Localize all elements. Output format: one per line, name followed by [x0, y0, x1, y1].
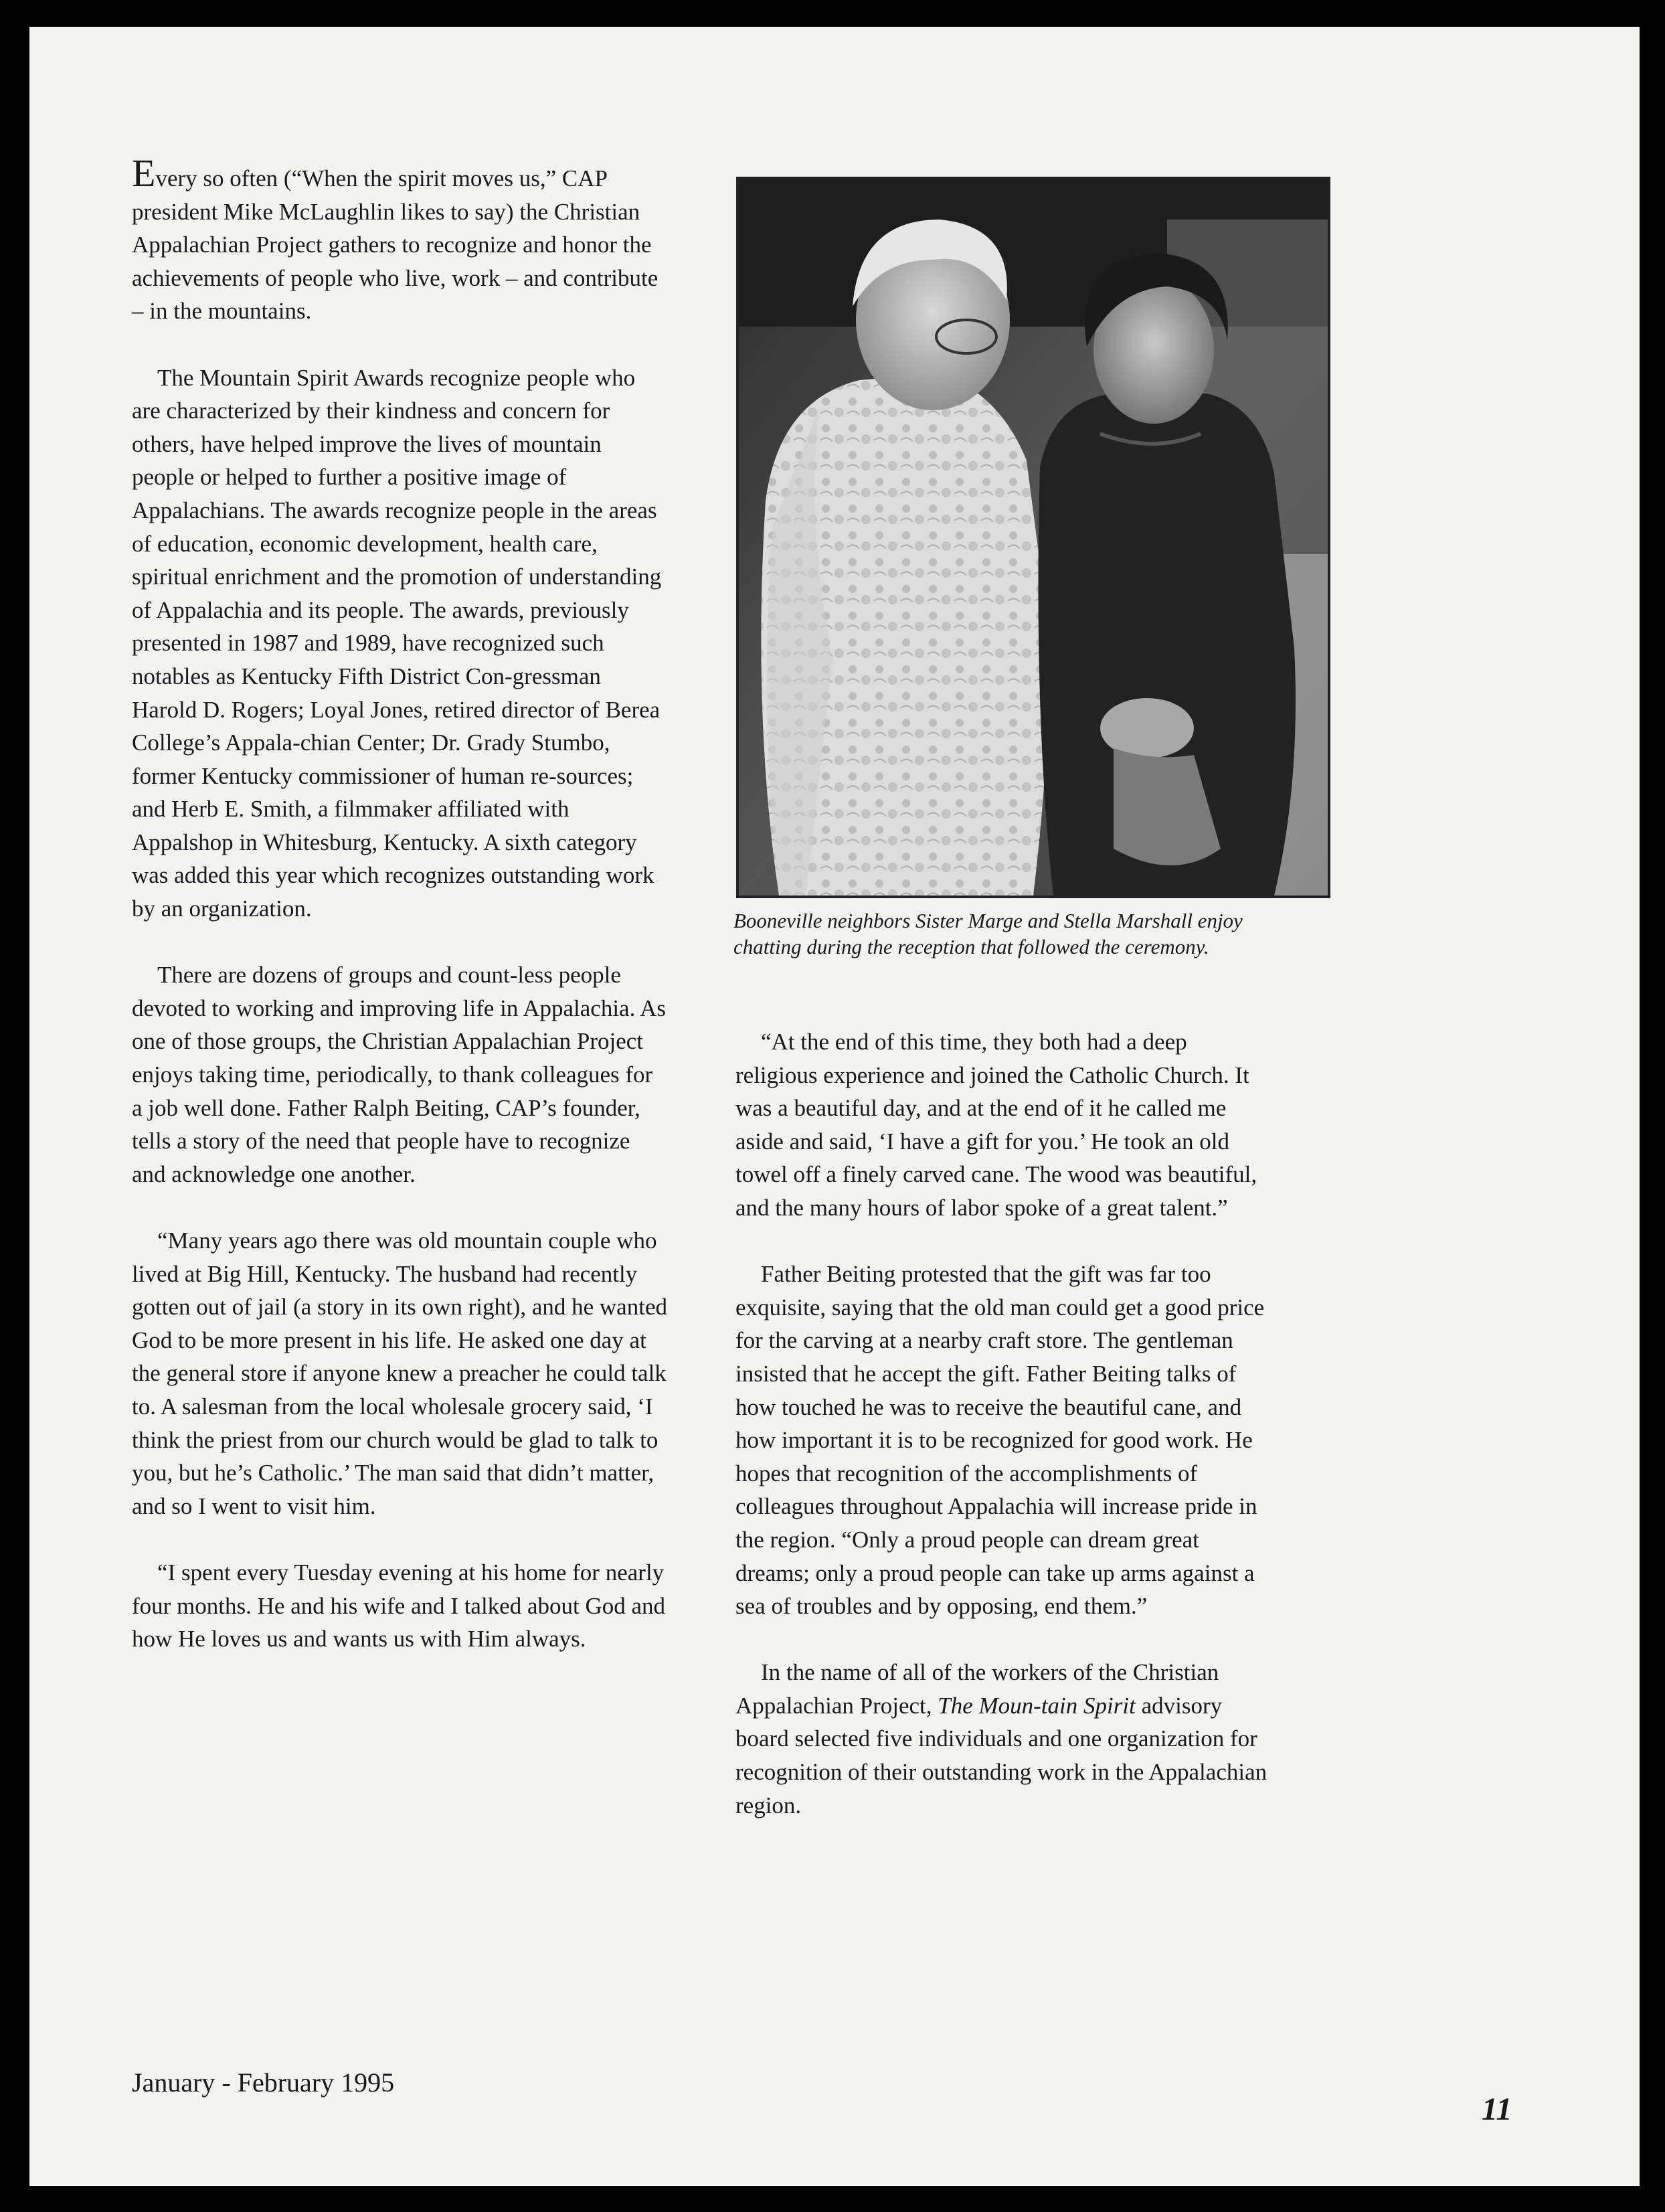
- photo-caption: [733, 908, 1376, 960]
- drop-cap: E: [132, 151, 156, 195]
- caption-line-2: chatting during the reception that followed the ceremony.: [733, 935, 1209, 958]
- issue-date: January - February 1995: [132, 2067, 395, 2098]
- groups-paragraph: There are dozens of groups and count-less people devoted to working and improving life in Appalachia. As one of those groups, the Christian Appalachian Project enjoys taking time, periodically, to thank colleagues for a job well done. Father Ralph Beiting, CAP’s founder, tells a story of the need that people have to recognize and acknowledge one another.: [132, 962, 667, 1187]
- closing-paragraph: [735, 1656, 1271, 1822]
- closing-text-end: advisory board selected five individuals and one organization for recognition of their outstanding work in the Appalachian region.: [735, 1692, 1267, 1818]
- page-number: 11: [1482, 2092, 1512, 2127]
- tuesday-paragraph: “I spent every Tuesday evening at his home for nearly four months. He and his wife and I talked about God and how He loves us and wants us with Him always.: [132, 1559, 666, 1652]
- closing-text-start: In the name of all of the workers of the Christian Appalachian Project,: [735, 1659, 1219, 1719]
- publication-title: The Moun-tain Spirit: [938, 1692, 1136, 1719]
- reception-photo: [736, 177, 1330, 898]
- awards-paragraph: The Mountain Spirit Awards recognize people who are characterized by their kindness and concern for others, have helped improve the lives of mountain people or helped to further a positive image of Appalachians. The awards recognize people in the areas of education, economic development, health care, spiritual enrichment and the promotion of understanding of Appalachia and its people. The awards, previously presented in 1987 and 1989, have recognized such notables as Kentucky Fifth District Con-gressman Harold D. Rogers; Loyal Jones, retired director of Berea College’s Appala-chian Center; Dr. Grady Stumbo, former Kentucky commissioner of human re-sources; and Herb E. Smith, a filmmaker affiliated with Appalshop in Whitesburg, Kentucky. A sixth category was added this year which recognizes outstanding work by an organization.: [132, 364, 662, 922]
- caption-line-1: Booneville neighbors Sister Marge and Stella Marshall enjoy: [733, 909, 1243, 932]
- right-column: [735, 1025, 1271, 1855]
- cane-paragraph: Father Beiting protested that the gift was far too exquisite, saying that the old man could get a good price for the carving at a nearby craft store. The gentleman insisted that he accept the gift. Father Beiting talks of how touched he was to receive the beautiful cane, and how important it is to be recognized for good work. He hopes that recognition of the accomplishments of colleagues throughout Appalachia will increase pride in the region. “Only a proud people can dream great dreams; only a proud people can take up arms against a sea of troubles and by opposing, end them.”: [735, 1261, 1265, 1620]
- story-paragraph: “Many years ago there was old mountain couple who lived at Big Hill, Kentucky. The husband had recently gotten out of jail (a story in its own right), and he wanted God to be more present in his life. He asked one day at the general store if anyone knew a preacher he could talk to. A salesman from the local wholesale grocery said, ‘I think the priest from our church would be glad to talk to you, but he’s Catholic.’ The man said that didn’t matter, and so I went to visit him.: [132, 1227, 667, 1519]
- left-column: [132, 151, 667, 1689]
- magazine-page: [29, 27, 1640, 2186]
- gift-paragraph: “At the end of this time, they both had a deep religious experience and joined the Catholic Church. It was a beautiful day, and at the end of it he called me aside and said, ‘I have a gift for you.’ He took an old towel off a finely carved cane. The wood was beautiful, and the many hours of labor spoke of a great talent.”: [735, 1029, 1257, 1221]
- intro-paragraph: [132, 151, 667, 328]
- intro-paragraph-text: very so often (“When the spirit moves us,” CAP president Mike McLaughlin likes to say) the Christian Appalachian Project gathers to recognize and honor the achievements of people who live, work – and contribute – in the mountains.: [132, 165, 659, 325]
- photo-illustration: [739, 179, 1328, 896]
